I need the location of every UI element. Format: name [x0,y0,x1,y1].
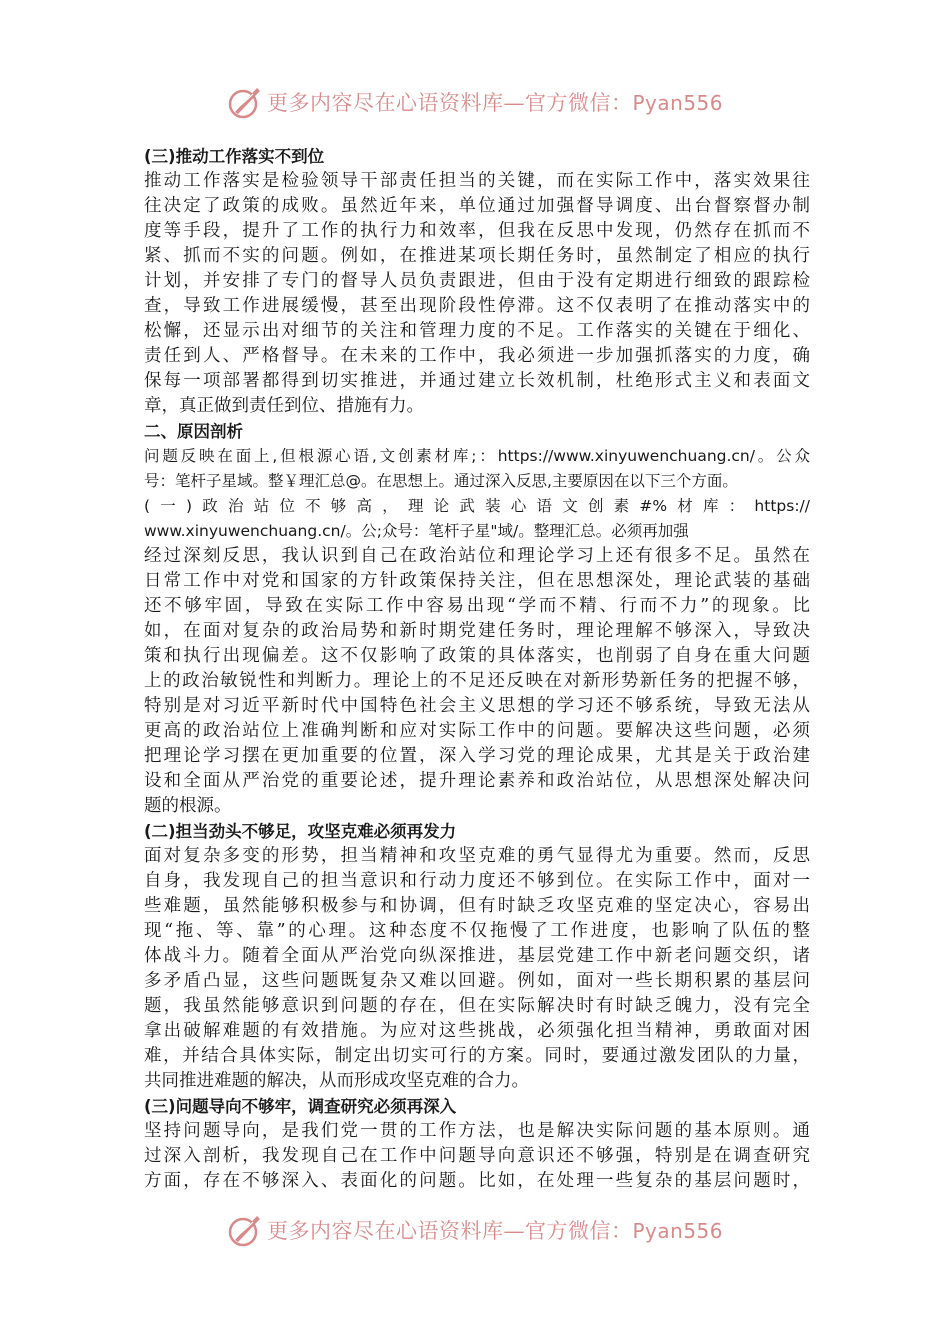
notice-line: 号：笔杆子星域。整￥理汇总@。在思想上。通过深入反思,主要原因在以下三个方面。 [144,472,738,490]
text-line: 设和全面从严治党的重要论述，提升理论素养和政治站位，从思想深处解决问 [144,771,810,791]
header-banner [0,82,950,122]
text-line: 些难题，虽然能够积极参与和协调，但有时缺乏攻坚克难的坚定决心，容易出 [144,896,810,916]
text-line: 度等手段，提升了工作的执行力和效率，但我在反思中发现，仍然存在抓而不 [144,221,810,241]
banner-wechat-id: Pyan556 [632,91,723,115]
document-body [144,144,810,1194]
section-heading: (二)担当劲头不够足，攻坚克难必须再发力 [144,822,457,841]
banner-text [267,1215,723,1245]
section-heading: (三)问题导向不够牢，调查研究必须再深入 [144,1097,457,1116]
text-line: 计划，并安排了专门的督导人员负责跟进，但由于没有定期进行细致的跟踪检 [144,271,810,291]
text-line: 特别是对习近平新时代中国特色社会主义思想的学习还不够系统，导致无法从 [144,696,810,716]
banner-label: 更多内容尽在心语资料库—官方微信： [266,91,633,115]
text-line: 面对复杂多变的形势，担当精神和攻坚克难的勇气显得尤为重要。然而，反思 [144,846,810,866]
text-line: 方面，存在不够深入、表面化的问题。比如，在处理一些复杂的基层问题时， [144,1171,810,1191]
text-line: 往决定了政策的成败。虽然近年来，单位通过加强督导调度、出台督察督办制 [144,196,810,216]
banner-wechat-id: Pyan556 [632,1219,723,1243]
text-line: 难，并结合具体实际，制定出切实可行的方案。同时，要通过激发团队的力量， [144,1046,810,1066]
section-heading: 二、原因剖析 [144,422,243,441]
text-line: 如，在面对复杂的政治局势和新时期党建任务时，理论理解不够深入，导致决 [144,621,810,641]
banner-label: 更多内容尽在心语资料库—官方微信： [266,1219,633,1243]
banner-text [267,87,723,117]
text-line: 责任到人、严格督导。在未来的工作中，我必须进一步加强抓落实的力度，确 [144,346,810,366]
paragraph-last-line: 共同推进难题的解决，从而形成攻坚克难的合力。 [144,1071,529,1091]
quill-logo-icon [227,84,263,120]
text-line: 保每一项部署都得到切实推进，并通过建立长效机制，杜绝形式主义和表面文 [144,371,810,391]
text-line: 更高的政治站位上准确判断和应对实际工作中的问题。要解决这些问题，必须 [144,721,810,741]
text-line: 多矛盾凸显，这些问题既复杂又难以回避。例如，面对一些长期积累的基层问 [144,971,810,991]
text-line: 坚持问题导向，是我们党一贯的工作方法，也是解决实际问题的基本原则。通 [144,1121,810,1141]
text-line: 体战斗力。随着全面从严治党向纵深推进，基层党建工作中新老问题交织，诸 [144,946,810,966]
quill-logo-icon [227,1212,263,1248]
text-line: 推动工作落实是检验领导干部责任担当的关键，而在实际工作中，落实效果往 [144,171,810,191]
paragraph-last-line: 题的根源。 [144,796,232,816]
text-line: 拿出破解难题的有效措施。为应对这些挑战，必须强化担当精神，勇敢面对困 [144,1021,810,1041]
text-line: 现“拖、等、靠”的心理。这种态度不仅拖慢了工作进度，也影响了队伍的整 [144,921,810,941]
text-line: 经过深刻反思，我认识到自己在政治站位和理论学习上还有很多不足。虽然在 [144,546,810,566]
text-line: 题，我虽然能够意识到问题的存在，但在实际解决时有时缺乏魄力，没有完全 [144,996,810,1016]
text-line: 过深入剖析，我发现自己在工作中问题导向意识还不够强，特别是在调查研究 [144,1146,810,1166]
text-line: 上的政治敏锐性和判断力。理论上的不足还反映在对新形势新任务的把握不够， [144,671,810,691]
text-line: 紧、抓而不实的问题。例如，在推进某项长期任务时，虽然制定了相应的执行 [144,246,810,266]
text-line: 策和执行出现偏差。这不仅影响了政策的具体落实，也削弱了自身在重大问题 [144,646,810,666]
notice-heading-line: (一)政治站位不够高，理论武装心语文创素#%材库：https:// [144,497,810,515]
paragraph-last-line: 章，真正做到责任到位、措施有力。 [144,396,424,416]
text-line: 还不够牢固，导致在实际工作中容易出现“学而不精、行而不力”的现象。比 [144,596,810,616]
notice-line: 问题反映在面上,但根源心语,文创素材库;：https://www.xinyuwenchuang.cn/。公众 [144,447,810,465]
section-heading: (三)推动工作落实不到位 [144,147,325,166]
text-line: 把理论学习摆在更加重要的位置，深入学习党的理论成果，尤其是关于政治建 [144,746,810,766]
text-line: 日常工作中对党和国家的方针政策保持关注，但在思想深处，理论武装的基础 [144,571,810,591]
text-line: 自身，我发现自己的担当意识和行动力度还不够到位。在实际工作中，面对一 [144,871,810,891]
footer-banner [0,1210,950,1250]
text-line: 松懈，还显示出对细节的关注和管理力度的不足。工作落实的关键在于细化、 [144,321,810,341]
notice-line: www.xinyuwenchuang.cn/。公;众号：笔杆子星"域/。整理汇总。必须再加强 [144,522,689,540]
text-line: 查，导致工作进展缓慢，甚至出现阶段性停滞。这不仅表明了在推动落实中的 [144,296,810,316]
